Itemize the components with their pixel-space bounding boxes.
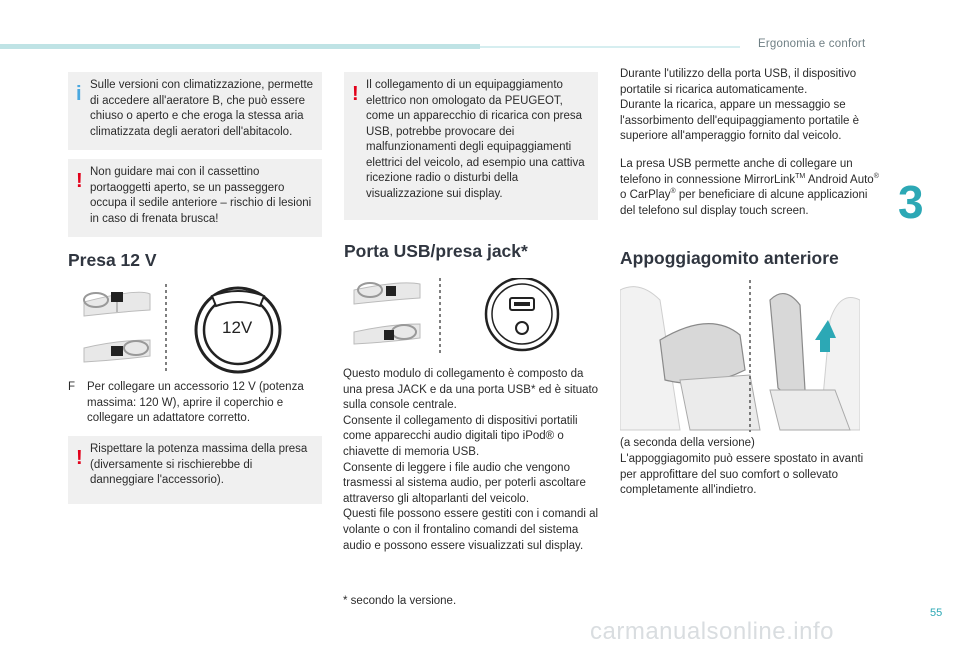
usb-port-icon	[486, 278, 558, 350]
dashboard-upper-icon	[84, 292, 150, 316]
12v-socket-label: 12V	[222, 318, 253, 337]
header-accent-bar-thin	[480, 46, 740, 48]
info-note	[68, 72, 322, 150]
header-accent-bar	[0, 44, 480, 49]
dashboard-lower-icon	[354, 324, 420, 344]
warning-note-usb	[344, 72, 598, 220]
dashboard-location-illustration	[78, 282, 288, 382]
section-heading-armrest: Appoggiagomito anteriore	[620, 248, 839, 268]
12v-instruction: Per collegare un accessorio 12 V (potenza massima: 120 W), aprire il coperchio e collegare un adattatore corretto.	[87, 381, 304, 425]
warning-note-glovebox	[68, 159, 322, 237]
bullet-arrow-icon: F	[68, 381, 76, 393]
armrest-caption: (a seconda della versione)	[620, 437, 755, 449]
dashboard-lower-icon	[84, 340, 150, 362]
usb-description: Questo modulo di collegamento è composto da una presa JACK e da una porta USB* ed è situato sulla console centrale. Consente il collegamento di dispositivi portatili come apparecchi audio digitali tipo iPod® o chiavette di memoria USB. Consente di leggere i file audio che vengono trasmessi al sistema audio, per poterli ascoltare attraverso gli altoparlanti del veicolo. Questi file possono essere gestiti con i comandi al volante o con il frontalino comandi del sistema audio e possono essere visualizzati sul display.	[343, 368, 599, 552]
page-number: 55	[930, 607, 943, 619]
mirrorlink-text	[620, 157, 882, 219]
watermark: carmanualsonline.info	[590, 618, 834, 645]
mirrorlink-text-part: per beneficiare di alcune applicazioni del telefono sul display touch screen.	[620, 189, 868, 217]
registered-mark: ®	[670, 188, 676, 196]
chapter-header-title: Ergonomia e confort	[758, 38, 866, 50]
mirrorlink-text-part: o CarPlay	[620, 189, 671, 202]
registered-mark: ®	[873, 172, 879, 180]
warning-note-text: Non guidare mai con il cassettino portaoggetti aperto, se un passeggero occupa il sedile anteriore – rischio di lesioni in caso di frenata brusca!	[90, 166, 312, 225]
footnote: * secondo la versione.	[343, 595, 457, 607]
armrest-illustration	[620, 280, 860, 432]
armrest-shape	[660, 324, 745, 384]
warning-note-power	[68, 436, 322, 504]
warning-note-text: Rispettare la potenza massima della presa (diversamente si rischierebbe di danneggiare l'accessorio).	[90, 443, 308, 486]
warning-mark-icon: !	[76, 170, 83, 192]
dashboard-upper-icon	[354, 283, 420, 304]
armrest-description: L'appoggiagomito può essere spostato in avanti per approfittare del suo comfort o sollevato completamente all'indietro.	[620, 453, 864, 497]
section-heading-usb: Porta USB/presa jack*	[344, 241, 528, 261]
section-heading-12v: Presa 12 V	[68, 250, 157, 270]
usb-location-illustration	[350, 278, 570, 358]
mirrorlink-text-part: Android Auto	[805, 173, 874, 186]
warning-mark-icon: !	[76, 447, 83, 469]
warning-note-text: Il collegamento di un equipaggiamento elettrico non omologato da PEUGEOT, come un apparecchio di ricarica con presa USB, potrebbe provocare dei malfunzionamenti degli equipaggiamenti elettrici del veicolo, ad esempio una cattiva ricezione radio o disturbi della visualizzazione sui display.	[366, 79, 585, 200]
info-note-text: Sulle versioni con climatizzazione, permette di accedere all'aeratore B, che può essere chiuso o aperto e che eroga la stessa aria climatizzata degli aeratori dell'abitacolo.	[90, 79, 314, 138]
warning-mark-icon: !	[352, 83, 359, 105]
mirrorlink-text-part: La presa USB permette anche di collegare un telefono in connessione MirrorLink	[620, 158, 853, 186]
info-mark-icon: i	[76, 83, 82, 105]
chapter-number: 3	[898, 176, 924, 228]
usb-charging-text: Durante l'utilizzo della porta USB, il dispositivo portatile si ricarica automaticamente. Durante la ricarica, appare un messaggio se l'assorbimento dell'equipaggiamento portatile è superiore all'amperaggio fornito dal veicolo.	[620, 68, 860, 143]
trademark-mark: TM	[795, 172, 806, 180]
